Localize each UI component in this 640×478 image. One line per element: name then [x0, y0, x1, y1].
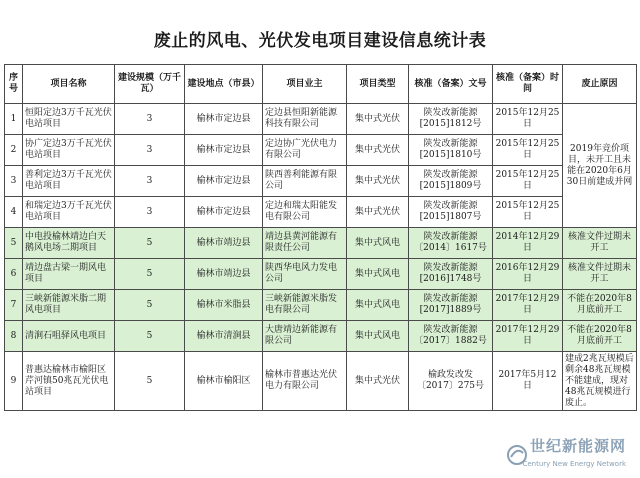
cell-no: 1 [5, 104, 23, 135]
header-scale: 建设规模（万千瓦） [115, 65, 185, 104]
header-name: 项目名称 [23, 65, 115, 104]
header-reason: 废止原因 [563, 65, 637, 104]
cell-owner: 定边县恒阳新能源科技有限公司 [263, 104, 347, 135]
cell-location: 榆林市清涧县 [185, 321, 263, 352]
table-row [5, 228, 637, 259]
cell-owner: 靖边县黄河能源有限责任公司 [263, 228, 347, 259]
cell-docno: 陕发改新能源[2015]1809号 [409, 166, 493, 197]
cell-owner: 定边协广光伏电力有限公司 [263, 135, 347, 166]
cell-location: 榆林市定边县 [185, 104, 263, 135]
cell-scale: 3 [115, 166, 185, 197]
cell-no: 6 [5, 259, 23, 290]
cell-date: 2015年12月25日 [493, 104, 563, 135]
watermark-subtext: Century New Energy Network [522, 460, 626, 468]
header-location: 建设地点（市县） [185, 65, 263, 104]
cell-docno: 陕发改新能源〔2017〕1882号 [409, 321, 493, 352]
table-row [5, 259, 637, 290]
cell-type: 集中式光伏 [347, 166, 409, 197]
table-row [5, 166, 637, 197]
table-header-row [5, 65, 637, 104]
table-row [5, 135, 637, 166]
cell-no: 2 [5, 135, 23, 166]
cell-date: 2015年12月25日 [493, 197, 563, 228]
cell-scale: 5 [115, 321, 185, 352]
cell-type: 集中式风电 [347, 228, 409, 259]
cell-type: 集中式风电 [347, 290, 409, 321]
cell-docno: 陕发改新能源[2015]1810号 [409, 135, 493, 166]
cell-location: 榆林市米脂县 [185, 290, 263, 321]
header-date: 核准（备案）时间 [493, 65, 563, 104]
header-owner: 项目业主 [263, 65, 347, 104]
cell-no: 8 [5, 321, 23, 352]
cell-no: 3 [5, 166, 23, 197]
cell-scale: 5 [115, 290, 185, 321]
watermark-text: 世纪新能源网 [529, 437, 626, 455]
table-row [5, 290, 637, 321]
table-row [5, 104, 637, 135]
cell-name: 普惠达榆林市榆阳区芹河镇50兆瓦光伏电站项目 [23, 352, 115, 411]
cell-date: 2017年5月12日 [493, 352, 563, 411]
cell-date: 2017年12月29日 [493, 321, 563, 352]
cell-no: 4 [5, 197, 23, 228]
cell-owner: 陕西华电风力发电公司 [263, 259, 347, 290]
cell-type: 集中式风电 [347, 321, 409, 352]
cell-no: 7 [5, 290, 23, 321]
header-docno: 核准（备案）文号 [409, 65, 493, 104]
cell-scale: 3 [115, 197, 185, 228]
cell-no: 5 [5, 228, 23, 259]
cell-type: 集中式光伏 [347, 352, 409, 411]
cell-owner: 大唐靖边新能源有限公司 [263, 321, 347, 352]
cell-date: 2015年12月25日 [493, 135, 563, 166]
cell-name: 善利定边3万千瓦光伏电站项目 [23, 166, 115, 197]
cell-scale: 5 [115, 228, 185, 259]
cell-location: 榆林市榆阳区 [185, 352, 263, 411]
cell-location: 榆林市定边县 [185, 166, 263, 197]
cell-scale: 3 [115, 135, 185, 166]
cell-reason: 核准文件过期未开工 [563, 259, 637, 290]
table-row [5, 321, 637, 352]
cell-docno: 陕发改新能源[2016]1748号 [409, 259, 493, 290]
cell-owner: 定边和瑞太阳能发电有限公司 [263, 197, 347, 228]
cell-name: 清涧石咀驿风电项目 [23, 321, 115, 352]
cell-location: 榆林市靖边县 [185, 228, 263, 259]
cell-type: 集中式光伏 [347, 104, 409, 135]
cell-date: 2017年12月29日 [493, 290, 563, 321]
cell-location: 榆林市靖边县 [185, 259, 263, 290]
cell-scale: 5 [115, 352, 185, 411]
cell-name: 靖边盘古梁一期风电项目 [23, 259, 115, 290]
cell-reason: 不能在2020年8月底前开工 [563, 321, 637, 352]
project-table [4, 64, 637, 411]
cell-docno: 陕发改新能源[2015]1807号 [409, 197, 493, 228]
cell-scale: 3 [115, 104, 185, 135]
cell-date: 2015年12月25日 [493, 166, 563, 197]
cell-name: 恒阳定边3万千瓦光伏电站项目 [23, 104, 115, 135]
table-row [5, 352, 637, 411]
cell-owner: 榆林市普惠达光伏电力有限公司 [263, 352, 347, 411]
cell-name: 协广定边3万千瓦光伏电站项目 [23, 135, 115, 166]
page-title: 废止的风电、光伏发电项目建设信息统计表 [153, 31, 487, 51]
cell-type: 集中式风电 [347, 259, 409, 290]
cell-name: 中电投榆林靖边白天鹅风电场二期项目 [23, 228, 115, 259]
cell-name: 三峡新能源米脂二期风电项目 [23, 290, 115, 321]
cell-reason: 核准文件过期未开工 [563, 228, 637, 259]
cell-reason: 2019年竞价项目，未开工且未能在2020年6月30日前建成并网 [563, 104, 637, 228]
cell-owner: 陕西善利能源有限公司 [263, 166, 347, 197]
cell-name: 和瑞定边3万千瓦光伏电站项目 [23, 197, 115, 228]
header-no: 序号 [5, 65, 23, 104]
cell-type: 集中式光伏 [347, 135, 409, 166]
cell-reason: 建成2兆瓦规模后剩余48兆瓦规模不能建成，现对48兆瓦规模进行废止。 [563, 352, 637, 411]
cell-docno: 陕发改新能源[2017]1889号 [409, 290, 493, 321]
table-row [5, 197, 637, 228]
cell-reason: 不能在2020年8月底前开工 [563, 290, 637, 321]
cell-docno: 陕发改新能源[2015]1812号 [409, 104, 493, 135]
cell-date: 2016年12月29日 [493, 259, 563, 290]
cell-docno: 榆政发改发〔2017〕275号 [409, 352, 493, 411]
cell-date: 2014年12月29日 [493, 228, 563, 259]
cell-location: 榆林市定边县 [185, 197, 263, 228]
header-type: 项目类型 [347, 65, 409, 104]
cell-owner: 三峡新能源米脂发电有限公司 [263, 290, 347, 321]
cell-no: 9 [5, 352, 23, 411]
cell-location: 榆林市定边县 [185, 135, 263, 166]
cell-type: 集中式光伏 [347, 197, 409, 228]
cell-docno: 陕发改新能源〔2014〕1617号 [409, 228, 493, 259]
cell-scale: 5 [115, 259, 185, 290]
